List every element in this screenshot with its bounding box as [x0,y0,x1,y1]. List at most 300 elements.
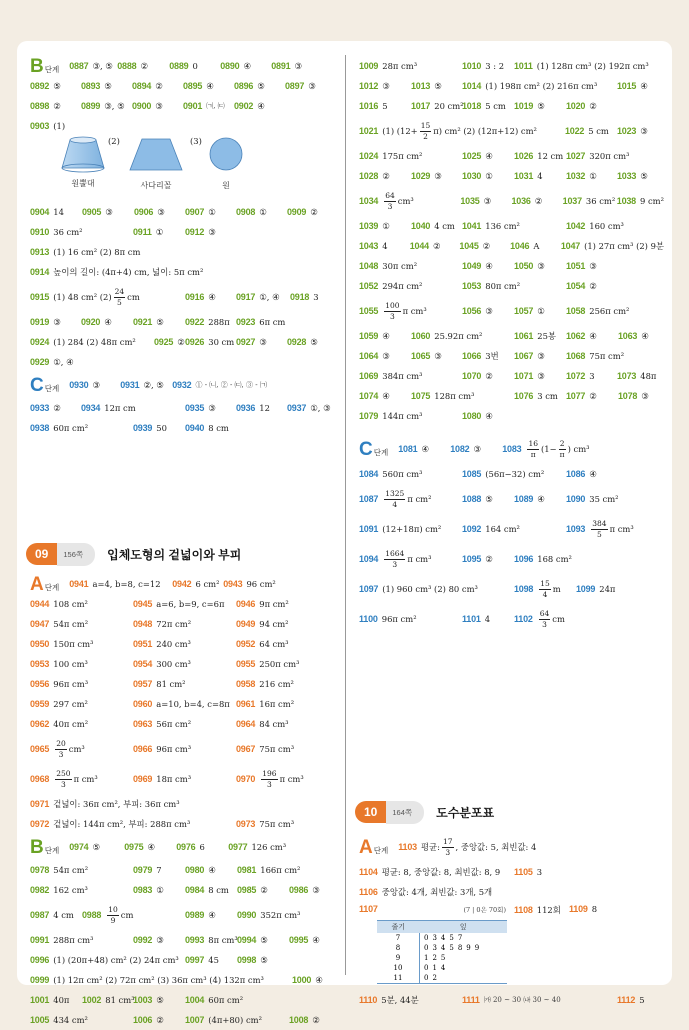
problem-number: 0955 [236,658,256,669]
answer-item [185,318,236,327]
problem-number: 0968 [30,773,50,784]
answer-text: 30 cm [208,336,235,347]
answer-row [30,880,335,900]
problem-number: 1015 [617,80,637,91]
answer-text: 3번 [485,350,499,361]
problem-number: 0981 [237,864,257,875]
answer-item [359,868,514,877]
answer-item [566,495,619,504]
problem-number: 0987 [30,909,50,920]
problem-number: 0913 [30,246,50,257]
answer-item [81,82,132,91]
answer-text: 384π cm³ [382,370,423,381]
answer-text: 3 : 2 [485,60,505,71]
answer-item [502,440,589,458]
answer-text: 352π cm³ [260,909,301,920]
answer-text: ④ [208,909,216,920]
answer-text: m [552,583,561,594]
problem-number: 1086 [566,468,586,479]
b-stage-row-2 [30,834,335,860]
answer-item [514,495,566,504]
problem-number: 0980 [185,864,205,875]
answer-item [69,381,120,390]
answer-text: (1) 284 (2) 48π cm² [53,336,136,347]
answer-text: π cm² [407,493,432,504]
answer-row [359,116,664,146]
problem-number: 0909 [287,206,307,217]
problem-number: 1060 [411,330,431,341]
answer-text: 150π cm³ [53,638,94,649]
answer-text: $\frac{1664}{3}$ [385,549,405,569]
problem-number: 1005 [30,1014,50,1025]
answer-item [236,820,294,829]
answer-item [462,372,514,381]
problem-number: 1063 [618,330,638,341]
answer-item [133,700,236,709]
problem-number: 0945 [133,598,153,609]
answer-item [514,580,576,598]
answer-item [359,122,565,140]
answer-item [566,152,629,161]
right-column [359,56,664,1010]
problem-number: 0998 [237,954,257,965]
problem-number: 0927 [236,336,256,347]
problem-number: 0921 [133,316,153,327]
problem-number: 1068 [566,350,586,361]
answer-text: 4 [382,240,388,251]
answer-item [30,424,133,433]
answer-item [237,866,300,875]
problem-number: 0984 [185,884,205,895]
answer-item [512,197,563,206]
answer-row [359,386,664,406]
answer-text: 128π cm³ [434,390,475,401]
answer-item [359,888,492,897]
answer-text: 겉넓이: 144π cm², 부피: 288π cm³ [53,818,191,829]
answer-row [30,764,335,794]
table-row: 11 02 [377,973,507,984]
problem-number: 0959 [30,698,50,709]
answer-item [514,372,566,381]
answer-item [237,936,289,945]
answer-item [514,555,572,564]
problem-number: 0977 [228,841,248,852]
answer-text: 60π cm² [53,422,89,433]
problem-number: 0918 [290,291,310,302]
problem-number: 0941 [69,578,89,589]
problem-number: 1032 [566,170,586,181]
answer-item [563,197,617,206]
answer-row [30,96,335,116]
answer-text: ③ [537,260,545,271]
answer-text: ③ [537,370,545,381]
answer-row [359,56,664,76]
problem-number: 0922 [185,316,205,327]
answer-text: 166π cm² [260,864,301,875]
answer-item [133,424,185,433]
answer-text: ③ [641,390,649,401]
problem-number: 0995 [289,934,309,945]
problem-number: 0992 [133,934,153,945]
answer-item [30,936,133,945]
answer-row [359,76,664,96]
problem-number: 0961 [236,698,256,709]
answer-text: $\frac{24}{5}$ [114,287,125,307]
problem-number: 0999 [30,974,50,985]
problem-number: 0952 [236,638,256,649]
answer-text: (1) 48 cm² (2) [53,291,112,302]
problem-number: 1000 [292,974,312,985]
answer-text: ③ [105,206,113,217]
problem-number: 0957 [133,678,153,689]
problem-number: 1100 [359,613,378,624]
answer-item [359,392,411,401]
answer-text: (1− [541,443,557,454]
answer-text: (1) (20π+48) cm² (2) 24π cm³ [53,954,179,965]
answer-text: 45 [208,954,219,965]
answer-text: π cm³ [609,523,634,534]
answer-text: ③, ⑤ [104,100,125,111]
problem-number: 1082 [450,443,470,454]
problem-number: 0996 [30,954,50,965]
problem-number: 1075 [411,390,431,401]
answer-text: ④ [537,493,545,504]
problem-number: 0937 [287,402,307,413]
answer-item [185,208,236,217]
answer-text: 160 cm³ [589,220,624,231]
answer-row [30,860,335,880]
answer-item [132,82,183,91]
problem-number: 1014 [462,80,482,91]
answer-text: 164 cm² [485,523,520,534]
answer-row [359,276,664,296]
answer-text: ③ [537,350,545,361]
problem-number: 1102 [514,613,533,624]
problem-number: 1093 [566,523,586,534]
answer-item [514,262,566,271]
answer-text: 25.92π cm² [434,330,483,341]
problem-number: 1007 [185,1014,205,1025]
problem-number: 1056 [462,305,482,316]
answer-item [576,585,615,594]
problem-number: 1059 [359,330,379,341]
answer-row [359,216,664,236]
answer-text: 81 cm² [156,678,186,689]
problem-number: 0997 [185,954,205,965]
problem-number: 0891 [271,60,291,71]
answer-text: 18π cm³ [156,773,192,784]
answer-item [359,152,462,161]
answer-text: 36 cm² [585,195,616,206]
problem-number: 1057 [514,305,534,316]
answer-text: ④ [485,150,493,161]
answer-item [236,720,289,729]
problem-number: 1042 [566,220,586,231]
answer-text: 6 cm² [195,578,220,589]
answer-item [359,585,514,594]
answer-item [30,660,133,669]
problem-number: 0976 [176,841,196,852]
answer-text: ④ [104,316,112,327]
answer-text: 162 cm³ [53,884,88,895]
answer-row [30,418,335,438]
problem-number: 0907 [185,206,205,217]
frustum-figure: 원뿔대 [60,136,106,189]
a-stage-row-2 [359,832,664,862]
answer-text: $\frac{250}{3}$ [56,769,71,789]
problem-number: 1107 [359,904,378,914]
answer-text: ② [589,390,597,401]
answer-text: $\frac{16}{\pi}$ [528,439,539,459]
answer-text: ② [482,240,491,251]
answer-text: (1) 27π cm³ (2) 9분 [584,240,665,251]
answer-text: ② [140,60,148,71]
problem-number: 1048 [359,260,379,271]
problem-number: 0948 [133,618,153,629]
answer-text: 14 [53,206,64,217]
answer-item [236,338,287,347]
problem-number: 1111 [462,994,480,1005]
problem-number: 1073 [617,370,637,381]
answer-item [359,470,462,479]
answer-item [566,307,629,316]
answer-row [30,312,335,332]
answer-item [566,262,597,271]
answer-text: a=6, b=9, c=6π [156,598,225,609]
problem-number: 1003 [133,994,153,1005]
answer-item [133,720,236,729]
answer-item [566,352,624,361]
answer-text: ① [485,170,493,181]
answer-text: ② [485,370,493,381]
problem-number: 1066 [462,350,482,361]
problem-number: 0944 [30,598,50,609]
answer-item [220,62,271,71]
answer-item [359,615,462,624]
answer-item [223,580,276,589]
answer-item [566,102,597,111]
answer-row [30,594,335,614]
problem-number: 0901 [183,100,203,111]
answer-text: 6π cm [259,316,286,327]
answer-item [566,332,618,341]
answer-item [30,996,82,1005]
problem-number: 1030 [462,170,482,181]
answer-text: ① [589,170,597,181]
left-column [30,56,335,1030]
answer-text: ④ [382,390,390,401]
answer-row [359,484,664,514]
answer-text: 240 cm³ [156,638,191,649]
c-stage-row-2 [359,434,664,464]
answer-item [398,445,450,454]
problem-number: 1022 [565,125,585,136]
answer-row [30,930,335,950]
problem-number: 0888 [117,60,137,71]
answer-text: (4π+80) cm² [208,1014,262,1025]
answer-item [289,1016,320,1025]
answer-text: 중앙값: 4개, 최빈값: 3개, 5개 [381,886,493,897]
answer-text: 81 cm³ [105,994,135,1005]
answer-text: (1) 12π cm² (2) 72π cm² (3) 36π cm³ (4) 132π cm³ [53,974,264,985]
answer-row [359,990,664,1010]
problem-number: 1078 [618,390,638,401]
answer-text: ① [382,220,390,231]
answer-item [566,392,618,401]
answer-text: 288π cm³ [53,934,94,945]
problem-number: 1044 [409,240,429,251]
answer-item [30,640,133,649]
answer-text: 35 cm² [589,493,619,504]
answer-item [359,222,411,231]
answer-item [290,293,319,302]
answer-item [81,102,132,111]
problem-number: 1021 [359,125,379,136]
answer-item [411,332,514,341]
answer-text: 8π cm³ [208,934,238,945]
problem-number: 0988 [82,909,102,920]
answer-row [359,366,664,386]
problem-number: 1105 [514,866,533,877]
problem-number: 0994 [237,934,257,945]
problem-number: 1024 [359,150,379,161]
answer-item [30,956,185,965]
answer-text: π cm³ [279,773,304,784]
answer-text: 72π cm² [156,618,192,629]
answer-row [30,222,335,242]
answer-item [30,700,133,709]
problem-number: 0925 [154,336,174,347]
problem-number: 0947 [30,618,50,629]
problem-number: 0933 [30,402,50,413]
answer-row [359,326,664,346]
answer-text: (1) 960 cm³ (2) 80 cm³ [382,583,478,594]
shape-figures [30,136,335,202]
answer-row [30,814,335,834]
problem-number: 1054 [566,280,586,291]
answer-text: ③ [434,350,442,361]
answer-item [69,580,172,589]
problem-number: 0900 [132,100,152,111]
answer-text: 112회 [536,905,561,915]
problem-number: 0936 [236,402,256,413]
answer-item [566,172,617,181]
answer-item [82,208,134,217]
answer-item [617,127,648,136]
problem-number: 1025 [462,150,482,161]
answer-text: 75π cm³ [259,818,295,829]
problem-number: 0893 [81,80,101,91]
answer-item [30,600,133,609]
answer-text: ③ [53,316,61,327]
answer-text: ④ [589,468,597,479]
answer-text: cm [127,291,140,302]
problem-number: 1001 [30,994,50,1005]
answer-row [359,406,664,426]
answer-text: 320π cm³ [589,150,630,161]
problem-number: 1026 [514,150,534,161]
answer-item [30,228,133,237]
answer-item [185,956,237,965]
answer-item [185,293,236,302]
answer-text: $\frac{2}{\pi}$ [559,439,565,459]
answer-text: 5 cm [485,100,506,111]
answer-text: 8 cm [208,884,229,895]
answer-item [462,222,566,231]
answer-text: $\frac{1325}{4}$ [385,489,405,509]
answer-row [30,990,335,1010]
answer-item [514,172,566,181]
answer-row [359,166,664,186]
answer-item [462,62,514,71]
problem-number: 0986 [289,884,309,895]
circle-icon [206,136,246,174]
answer-row [359,862,664,882]
problem-number: 1087 [359,493,379,504]
answer-text: ④ [641,330,649,341]
answer-item [133,775,236,784]
answer-text: ④ [208,864,216,875]
problem-number: 0966 [133,743,153,754]
answer-text: 96π cm³ [53,678,89,689]
answer-text: ④ [640,80,648,91]
answer-text: 4 [537,170,543,181]
problem-number: 1027 [566,150,586,161]
problem-number: 1095 [462,553,482,564]
answer-item [287,404,331,413]
problem-number: 1053 [462,280,482,291]
answer-text: 54π cm² [53,618,89,629]
answer-item [514,610,565,628]
answer-text: 216 cm² [259,678,294,689]
answer-item [462,152,514,161]
answer-text: ② [485,553,493,564]
answer-text: ①, ④ [53,356,74,367]
stage-badge-b: B 단계 [30,55,60,77]
answer-text: ⑤ [260,954,268,965]
problem-number: 0974 [69,841,89,852]
answer-item [183,102,234,111]
answer-item [30,770,133,788]
answer-text: 4 cm [434,220,455,231]
answer-row-1107: 1107 (7 | 0은 70회) 줄기 잎 7 03457 8 0345899 9 125 10 014 11 02 1108 112회 1109 8 [359,904,598,982]
answer-row [30,970,335,990]
problem-number: 1076 [514,390,534,401]
answer-item [462,282,566,291]
answer-item [411,392,514,401]
answer-text: 100 cm³ [53,658,88,669]
stage-badge-b: B 단계 [30,836,60,858]
answer-item [565,127,617,136]
problem-number: 1039 [359,220,379,231]
stage-badge-c: C 단계 [30,374,60,396]
table-row: 9 125 [377,953,507,963]
answer-text: ② [260,884,268,895]
problem-number: 1052 [359,280,379,291]
answer-item [359,102,411,111]
answer-text: ① [155,226,164,237]
answer-text: 평균: [420,841,440,852]
problem-number: 0904 [30,206,50,217]
answer-row [30,634,335,654]
answer-text: ⑤ [537,100,545,111]
answer-text: ⑤ [104,80,112,91]
answer-item [133,228,185,237]
problem-number: 1034 [359,195,379,206]
answer-item [30,866,133,875]
problem-number: 0975 [124,841,144,852]
answer-row [359,256,664,276]
